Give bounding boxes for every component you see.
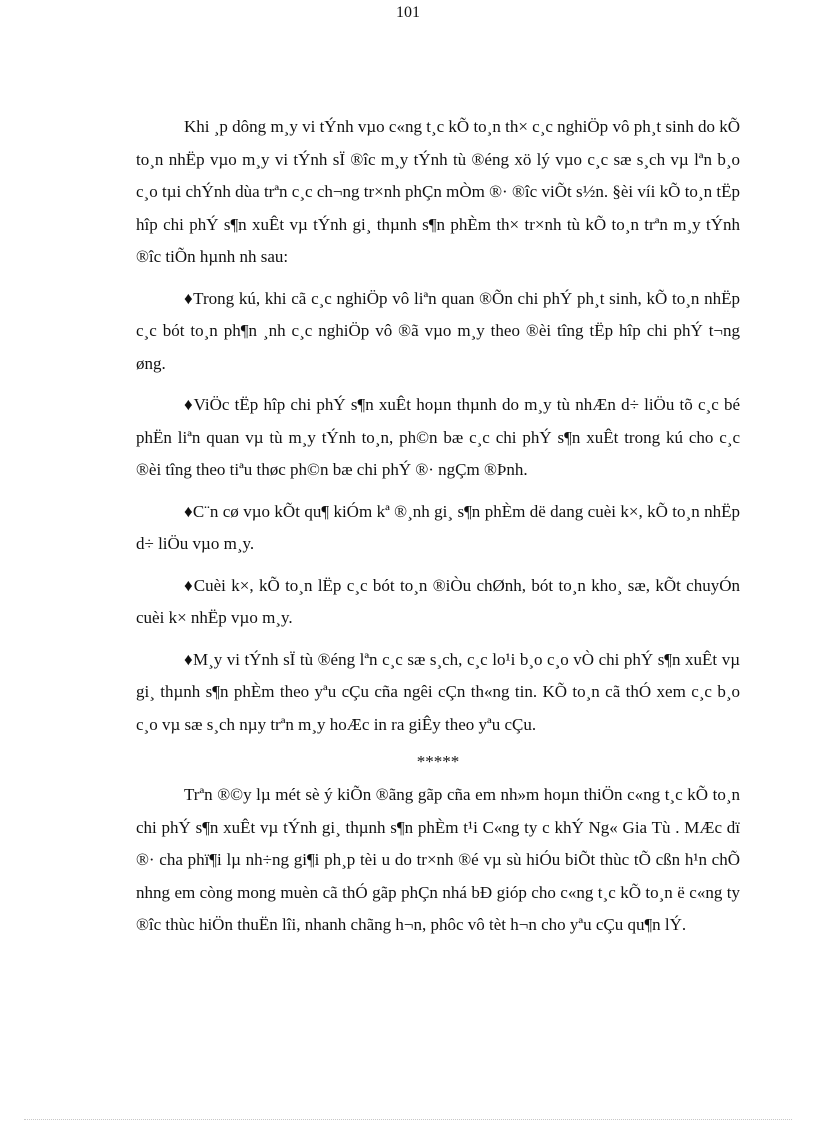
bullet-paragraph-1: ♦Trong kú, khi cã c¸c nghiÖp vô liªn quan ®Õn chi phÝ ph¸t sinh, kÕ to¸n nhËp c¸c bót to¸n ph¶n ¸nh c¸c nghiÖp vô ®ã vµo m¸y theo ®èi tîng tËp hîp chi phÝ t¬ng øng. — [136, 288, 740, 373]
bullet-paragraph-3: ♦C¨n cø vµo kÕt qu¶ kiÓm kª ®¸nh gi¸ s¶n phÈm dë dang cuèi k×, kÕ to¸n nhËp d÷ liÖu vµo m¸y. — [136, 501, 740, 553]
bullet-paragraph-2: ♦ViÖc tËp hîp chi phÝ s¶n xuÊt hoµn thµnh do m¸y tù nhÆn d÷ liÖu tõ c¸c bé phËn liªn quan vµ tù m¸y tÝnh to¸n, ph©n bæ c¸c chi phÝ s¶n xuÊt trong kú cho c¸c ®èi tîng theo tiªu thøc ph©n bæ chi phÝ ®· ngÇm ®Þnh. — [136, 395, 740, 479]
bullet-paragraph-5: ♦M¸y vi tÝnh sÏ tù ®éng lªn c¸c sæ s¸ch, c¸c lo¹i b¸o c¸o vÒ chi phÝ s¶n xuÊt vµ gi¸ thµnh s¶n phÈm theo yªu cÇu cña ngêi cÇn th«ng tin. KÕ to¸n cã thÓ xem c¸c b¸o c¸o vµ sæ s¸ch nµy trªn m¸y hoÆc in ra giÊy theo yªu cÇu. — [136, 649, 740, 734]
section-separator: ***** — [416, 752, 460, 771]
page-number: 101 — [396, 4, 420, 21]
page-body — [136, 111, 740, 942]
page-bottom-rule — [24, 1119, 792, 1120]
intro-paragraph: Khi ¸p dông m¸y vi tÝnh vµo c«ng t¸c kÕ to¸n th× c¸c nghiÖp vô ph¸t sinh do kÕ to¸n nhËp vµo m¸y vi tÝnh sÏ ®îc m¸y tÝnh tù ®éng xö lý vµo c¸c sæ s¸ch vµ lªn b¸o c¸o tµi chÝnh dùa trªn c¸c ch¬ng tr×nh phÇn mÒm ®· ®îc viÕt s½n. §èi víi kÕ to¸n tËp hîp chi phÝ s¶n xuÊt vµ tÝnh gi¸ thµnh s¶n phÈm th× tr×nh tù kÕ to¸n trªn m¸y tÝnh ®îc tiÕn hµnh nh sau: — [136, 117, 740, 266]
closing-paragraph: Trªn ®©y lµ mét sè ý kiÕn ®ãng gãp cña em nh»m hoµn thiÖn c«ng t¸c kÕ to¸n chi phÝ s¶n xuÊt vµ tÝnh gi¸ thµnh s¶n phÈm t¹i C«ng ty c khÝ Ng« Gia Tù . MÆc dï ®· cha phï¶i lµ nh÷ng gi¶i ph¸p tèi u do tr×nh ®é vµ sù hiÓu biÕt thùc tÕ cßn h¹n chÕ nhng em còng mong muèn cã thÓ gãp phÇn nhá bÐ gióp cho c«ng t¸c kÕ to¸n ë c«ng ty ®îc thùc hiÖn thuËn lîi, nhanh chãng h¬n, phôc vô tèt h¬n cho yªu cÇu qu¶n lÝ. — [136, 785, 740, 934]
bullet-paragraph-4: ♦Cuèi k×, kÕ to¸n lËp c¸c bót to¸n ®iÒu chØnh, bót to¸n kho¸ sæ, kÕt chuyÓn cuèi k× nhËp vµo m¸y. — [136, 575, 740, 627]
